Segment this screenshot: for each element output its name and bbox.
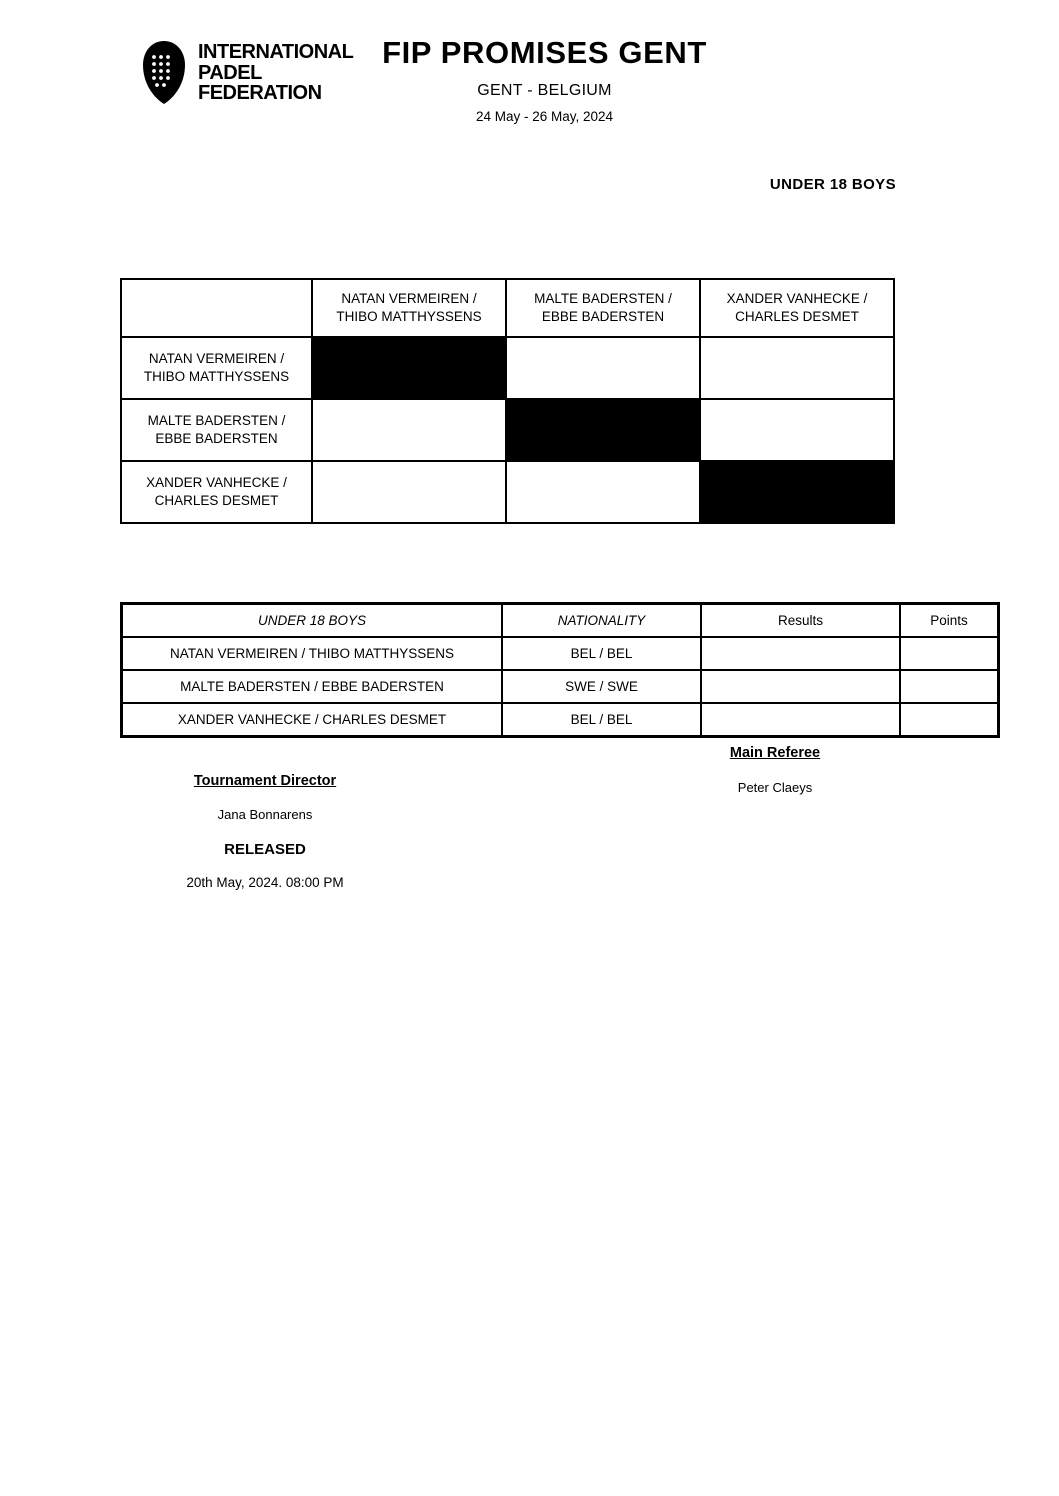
round-robin-table	[120, 278, 895, 524]
rr-cell-1-2[interactable]	[506, 337, 700, 399]
tournament-dates: 24 May - 26 May, 2024	[475, 109, 614, 125]
table-row	[121, 399, 894, 461]
category-label: UNDER 18 BOYS	[769, 176, 896, 193]
rr-cell-3-2[interactable]	[506, 461, 700, 523]
page-title: FIP PROMISES GENT	[382, 35, 707, 70]
standings-points-1[interactable]	[900, 637, 999, 670]
rr-row-3-line2: CHARLES DESMET	[154, 493, 279, 508]
standings-nationality-2: SWE / SWE	[502, 670, 701, 703]
rr-cell-2-2-blocked	[506, 399, 700, 461]
main-referee-name: Peter Claeys	[737, 780, 813, 795]
rr-col-2-line2: EBBE BADERSTEN	[541, 309, 665, 324]
rr-cell-2-3[interactable]	[700, 399, 894, 461]
standings-header-nationality: NATIONALITY	[502, 604, 701, 638]
table-row	[121, 337, 894, 399]
released-timestamp: 20th May, 2024. 08:00 PM	[186, 875, 344, 890]
rr-col-1-line1: NATAN VERMEIREN /	[341, 290, 477, 306]
standings-nationality-1: BEL / BEL	[502, 637, 701, 670]
standings-points-2[interactable]	[900, 670, 999, 703]
released-label: RELEASED	[224, 841, 306, 858]
standings-header-row	[122, 604, 999, 638]
standings-team-3: XANDER VANHECKE / CHARLES DESMET	[122, 703, 503, 737]
rr-cell-2-1[interactable]	[312, 399, 506, 461]
rr-cell-1-3[interactable]	[700, 337, 894, 399]
rr-row-header-2	[121, 399, 312, 461]
rr-row-header-3	[121, 461, 312, 523]
rr-row-1-line2: THIBO MATTHYSSENS	[143, 369, 290, 384]
standings-section	[120, 602, 1000, 738]
logo-line-2: PADEL	[198, 61, 262, 84]
logo-line-3: FEDERATION	[198, 82, 322, 105]
round-robin-grid	[120, 278, 895, 524]
title-block	[0, 34, 1059, 124]
standings-results-1[interactable]	[701, 637, 900, 670]
rr-col-3-line1: XANDER VANHECKE /	[726, 290, 868, 306]
rr-column-header-1	[312, 279, 506, 337]
tournament-director-block	[100, 773, 430, 890]
rr-row-3-line1: XANDER VANHECKE /	[146, 474, 287, 490]
table-row	[122, 670, 999, 703]
rr-col-1-line2: THIBO MATTHYSSENS	[336, 309, 482, 324]
rr-corner-blank	[121, 279, 312, 337]
main-referee-title: Main Referee	[729, 745, 821, 761]
rr-row-header-1	[121, 337, 312, 399]
tournament-director-title: Tournament Director	[193, 773, 337, 789]
standings-table	[120, 602, 1000, 738]
rr-row-2-line2: EBBE BADERSTEN	[155, 431, 278, 446]
standings-header-points: Points	[900, 604, 999, 638]
standings-team-1: NATAN VERMEIREN / THIBO MATTHYSSENS	[122, 637, 503, 670]
rr-col-2-line1: MALTE BADERSTEN /	[534, 290, 672, 306]
rr-column-header-2	[506, 279, 700, 337]
standings-results-3[interactable]	[701, 703, 900, 737]
table-row	[122, 637, 999, 670]
standings-team-2: MALTE BADERSTEN / EBBE BADERSTEN	[122, 670, 503, 703]
rr-row-2-line1: MALTE BADERSTEN /	[147, 412, 286, 428]
tournament-director-name: Jana Bonnarens	[217, 807, 313, 822]
rr-cell-3-3-blocked	[700, 461, 894, 523]
rr-col-3-line2: CHARLES DESMET	[735, 309, 859, 324]
rr-cell-1-1-blocked	[312, 337, 506, 399]
rr-row-1-line1: NATAN VERMEIREN /	[148, 350, 285, 366]
standings-nationality-3: BEL / BEL	[502, 703, 701, 737]
standings-points-3[interactable]	[900, 703, 999, 737]
rr-cell-3-1[interactable]	[312, 461, 506, 523]
rr-column-header-3	[700, 279, 894, 337]
standings-header-results: Results	[701, 604, 900, 638]
table-row	[121, 461, 894, 523]
table-row	[121, 279, 894, 337]
standings-results-2[interactable]	[701, 670, 900, 703]
logo-line-1: INTERNATIONAL	[198, 41, 354, 64]
tournament-location: GENT - BELGIUM	[477, 82, 612, 100]
table-row	[122, 703, 999, 737]
standings-header-team: UNDER 18 BOYS	[122, 604, 503, 638]
main-referee-block	[660, 745, 890, 795]
